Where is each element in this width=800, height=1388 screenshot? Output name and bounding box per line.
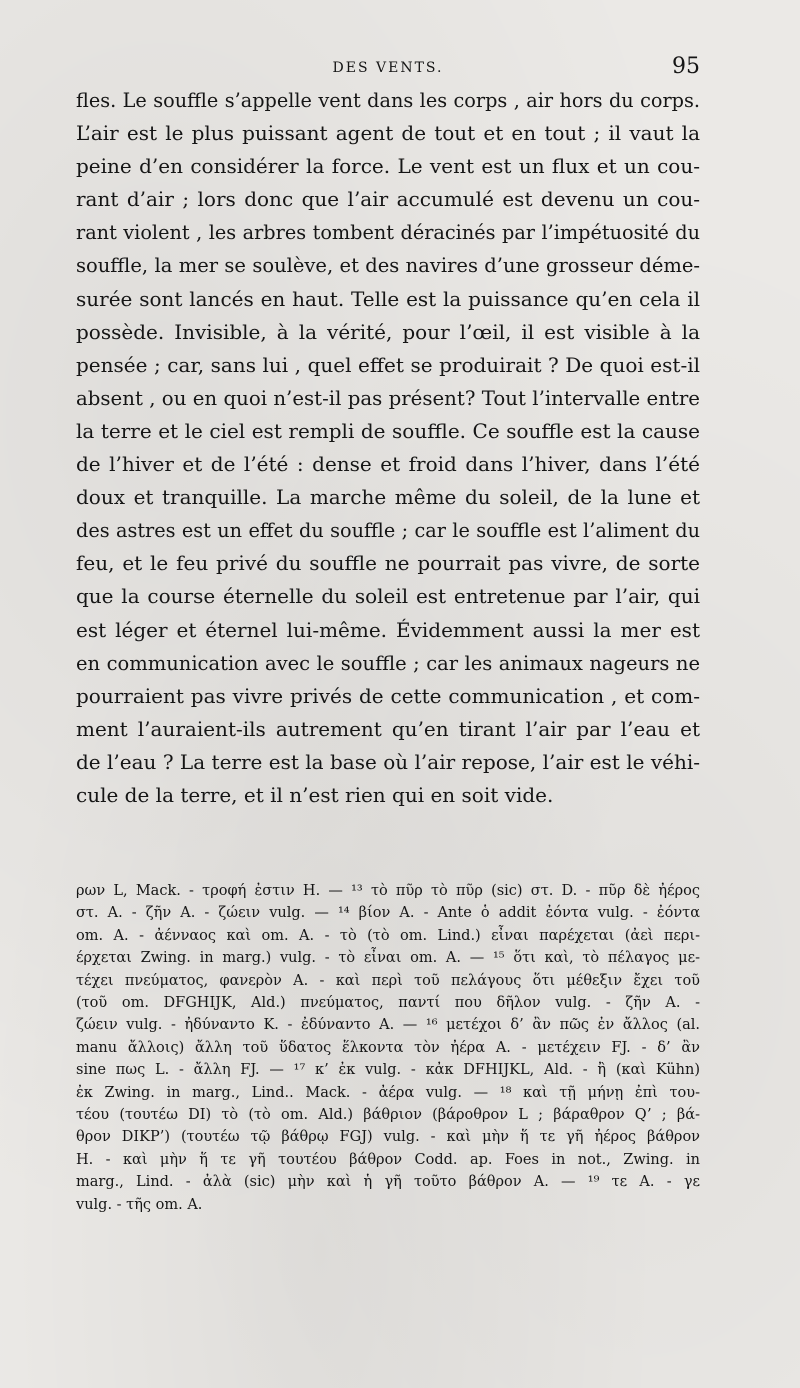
footnote-line: θρον DIKP’) (τουτέω τῷ βάθρῳ FGJ) vulg. - καὶ μὴν ἥ τε γῆ ἠέρος βάθρον (76, 1129, 700, 1146)
footnote-line: τέου (τουτέω DI) τὸ (τὸ om. Ald.) βάθριον (βάροθρον L ; βάραθρον Q’ ; βά- (76, 1107, 700, 1124)
footnote-line: H. - καὶ μὴν ἥ τε γῆ τουτέου βάθρον Codd. ap. Foes in not., Zwing. in (76, 1151, 700, 1168)
page-header (76, 54, 700, 84)
footnote-line: manu ἄλλοις) ἄλλη τοῦ ὕδατος ἕλκοντα τὸν ἠέρα A. - μετέχειν FJ. - δ’ ἂν (76, 1039, 700, 1056)
body-line: pourraient pas vivre privés de cette communication , et com- (76, 683, 700, 708)
footnote-line: τέχει πνεύματος, φανερὸν A. - καὶ περὶ τοῦ πελάγους ὅτι μέθεξιν ἔχει τοῦ (76, 972, 700, 989)
body-line: en communication avec le souffle ; car les animaux nageurs ne (76, 651, 700, 675)
body-line: rant d’air ; lors donc que l’air accumulé est devenu un cou- (76, 187, 700, 212)
body-line: de l’hiver et de l’été : dense et froid dans l’hiver, dans l’été (76, 452, 700, 477)
body-line: rant violent , les arbres tombent déracinés par l’impétuosité du (76, 221, 700, 245)
footnote-line: ζώειν vulg. - ἠδύναντο K. - ἐδύναντο A. — ¹⁶ μετέχοι δ’ ἂν πῶς ἐν ἄλλος (al. (76, 1017, 700, 1034)
body-line: fles. Le souffle s’appelle vent dans les corps , air hors du corps. (76, 89, 700, 112)
body-line: de l’eau ? La terre est la base où l’air repose, l’air est le véhi- (76, 749, 700, 774)
body-line: feu, et le feu privé du souffle ne pourrait pas vivre, de sorte (76, 551, 700, 576)
body-line: pensée ; car, sans lui , quel effet se produirait ? De quoi est-il (76, 352, 700, 377)
body-line: ment l’auraient-ils autrement qu’en tirant l’air par l’eau et (76, 716, 700, 741)
body-line: cule de la terre, et il n’est rien qui en soit vide. (76, 782, 554, 807)
footnote-line: sine πως L. - ἄλλη FJ. — ¹⁷ κ’ ἐκ vulg. - κἀκ DFHIJKL, Ald. - ἢ (καὶ Kühn) (76, 1062, 700, 1079)
footnotes (76, 880, 700, 1216)
body-line: peine d’en considérer la force. Le vent est un flux et un cou- (76, 154, 700, 179)
body-line: surée sont lancés en haut. Telle est la puissance qu’en cela il (76, 286, 700, 311)
body-line: que la course éternelle du soleil est entretenue par l’air, qui (76, 584, 700, 609)
body-line: est léger et éternel lui-même. Évidemment aussi la mer est (76, 617, 700, 642)
body-line: absent , ou en quoi n’est-il pas présent? Tout l’intervalle entre (76, 386, 700, 410)
footnote-line: στ. A. - ζῆν A. - ζώειν vulg. — ¹⁴ βίον A. - Ante ὁ addit ἐόντα vulg. - ἐόντα (76, 905, 700, 922)
body-line: possède. Invisible, à la vérité, pour l’œil, il est visible à la (76, 319, 700, 344)
footnote-line: marg., Lind. - ἀλὰ (sic) μὴν καὶ ἡ γῆ τοῦτο βάθρον A. — ¹⁹ τε A. - γε (76, 1174, 700, 1191)
page-number: 95 (672, 54, 700, 79)
footnote-line: vulg. - τῆς om. A. (76, 1196, 203, 1213)
footnote-line: (τοῦ om. DFGHIJK, Ald.) πνεύματος, παντί που δῆλον vulg. - ζῆν A. - (76, 995, 700, 1012)
footnote-line: ρων L, Mack. - τροφή ἐστιν H. — ¹³ τὸ πῦρ τὸ πῦρ (sic) στ. D. - πῦρ δὲ ἠέρος (76, 883, 700, 899)
body-text (76, 84, 700, 812)
footnote-line: om. A. - ἀένναος καὶ om. A. - τὸ (τὸ om. Lind.) εἶναι παρέχεται (ἀεὶ περι- (76, 927, 700, 944)
body-line: doux et tranquille. La marche même du soleil, de la lune et (76, 485, 700, 510)
footnote-line: ἐκ Zwing. in marg., Lind.. Mack. - ἀέρα vulg. — ¹⁸ καὶ τῇ μήνῃ ἐπὶ του- (76, 1084, 700, 1101)
body-line: L’air est le plus puissant agent de tout et en tout ; il vaut la (76, 121, 700, 146)
footnote-line: έρχεται Zwing. in marg.) vulg. - τὸ εἶναι om. A. — ¹⁵ ὅτι καὶ, τὸ πέλαγος με- (76, 950, 700, 967)
body-line: des astres est un effet du souffle ; car le souffle est l’aliment du (76, 519, 700, 543)
body-line: souffle, la mer se soulève, et des navires d’une grosseur déme- (76, 254, 700, 278)
running-title: DES VENTS. (332, 60, 444, 76)
body-line: la terre et le ciel est rempli de souffle. Ce souffle est la cause (76, 418, 700, 443)
